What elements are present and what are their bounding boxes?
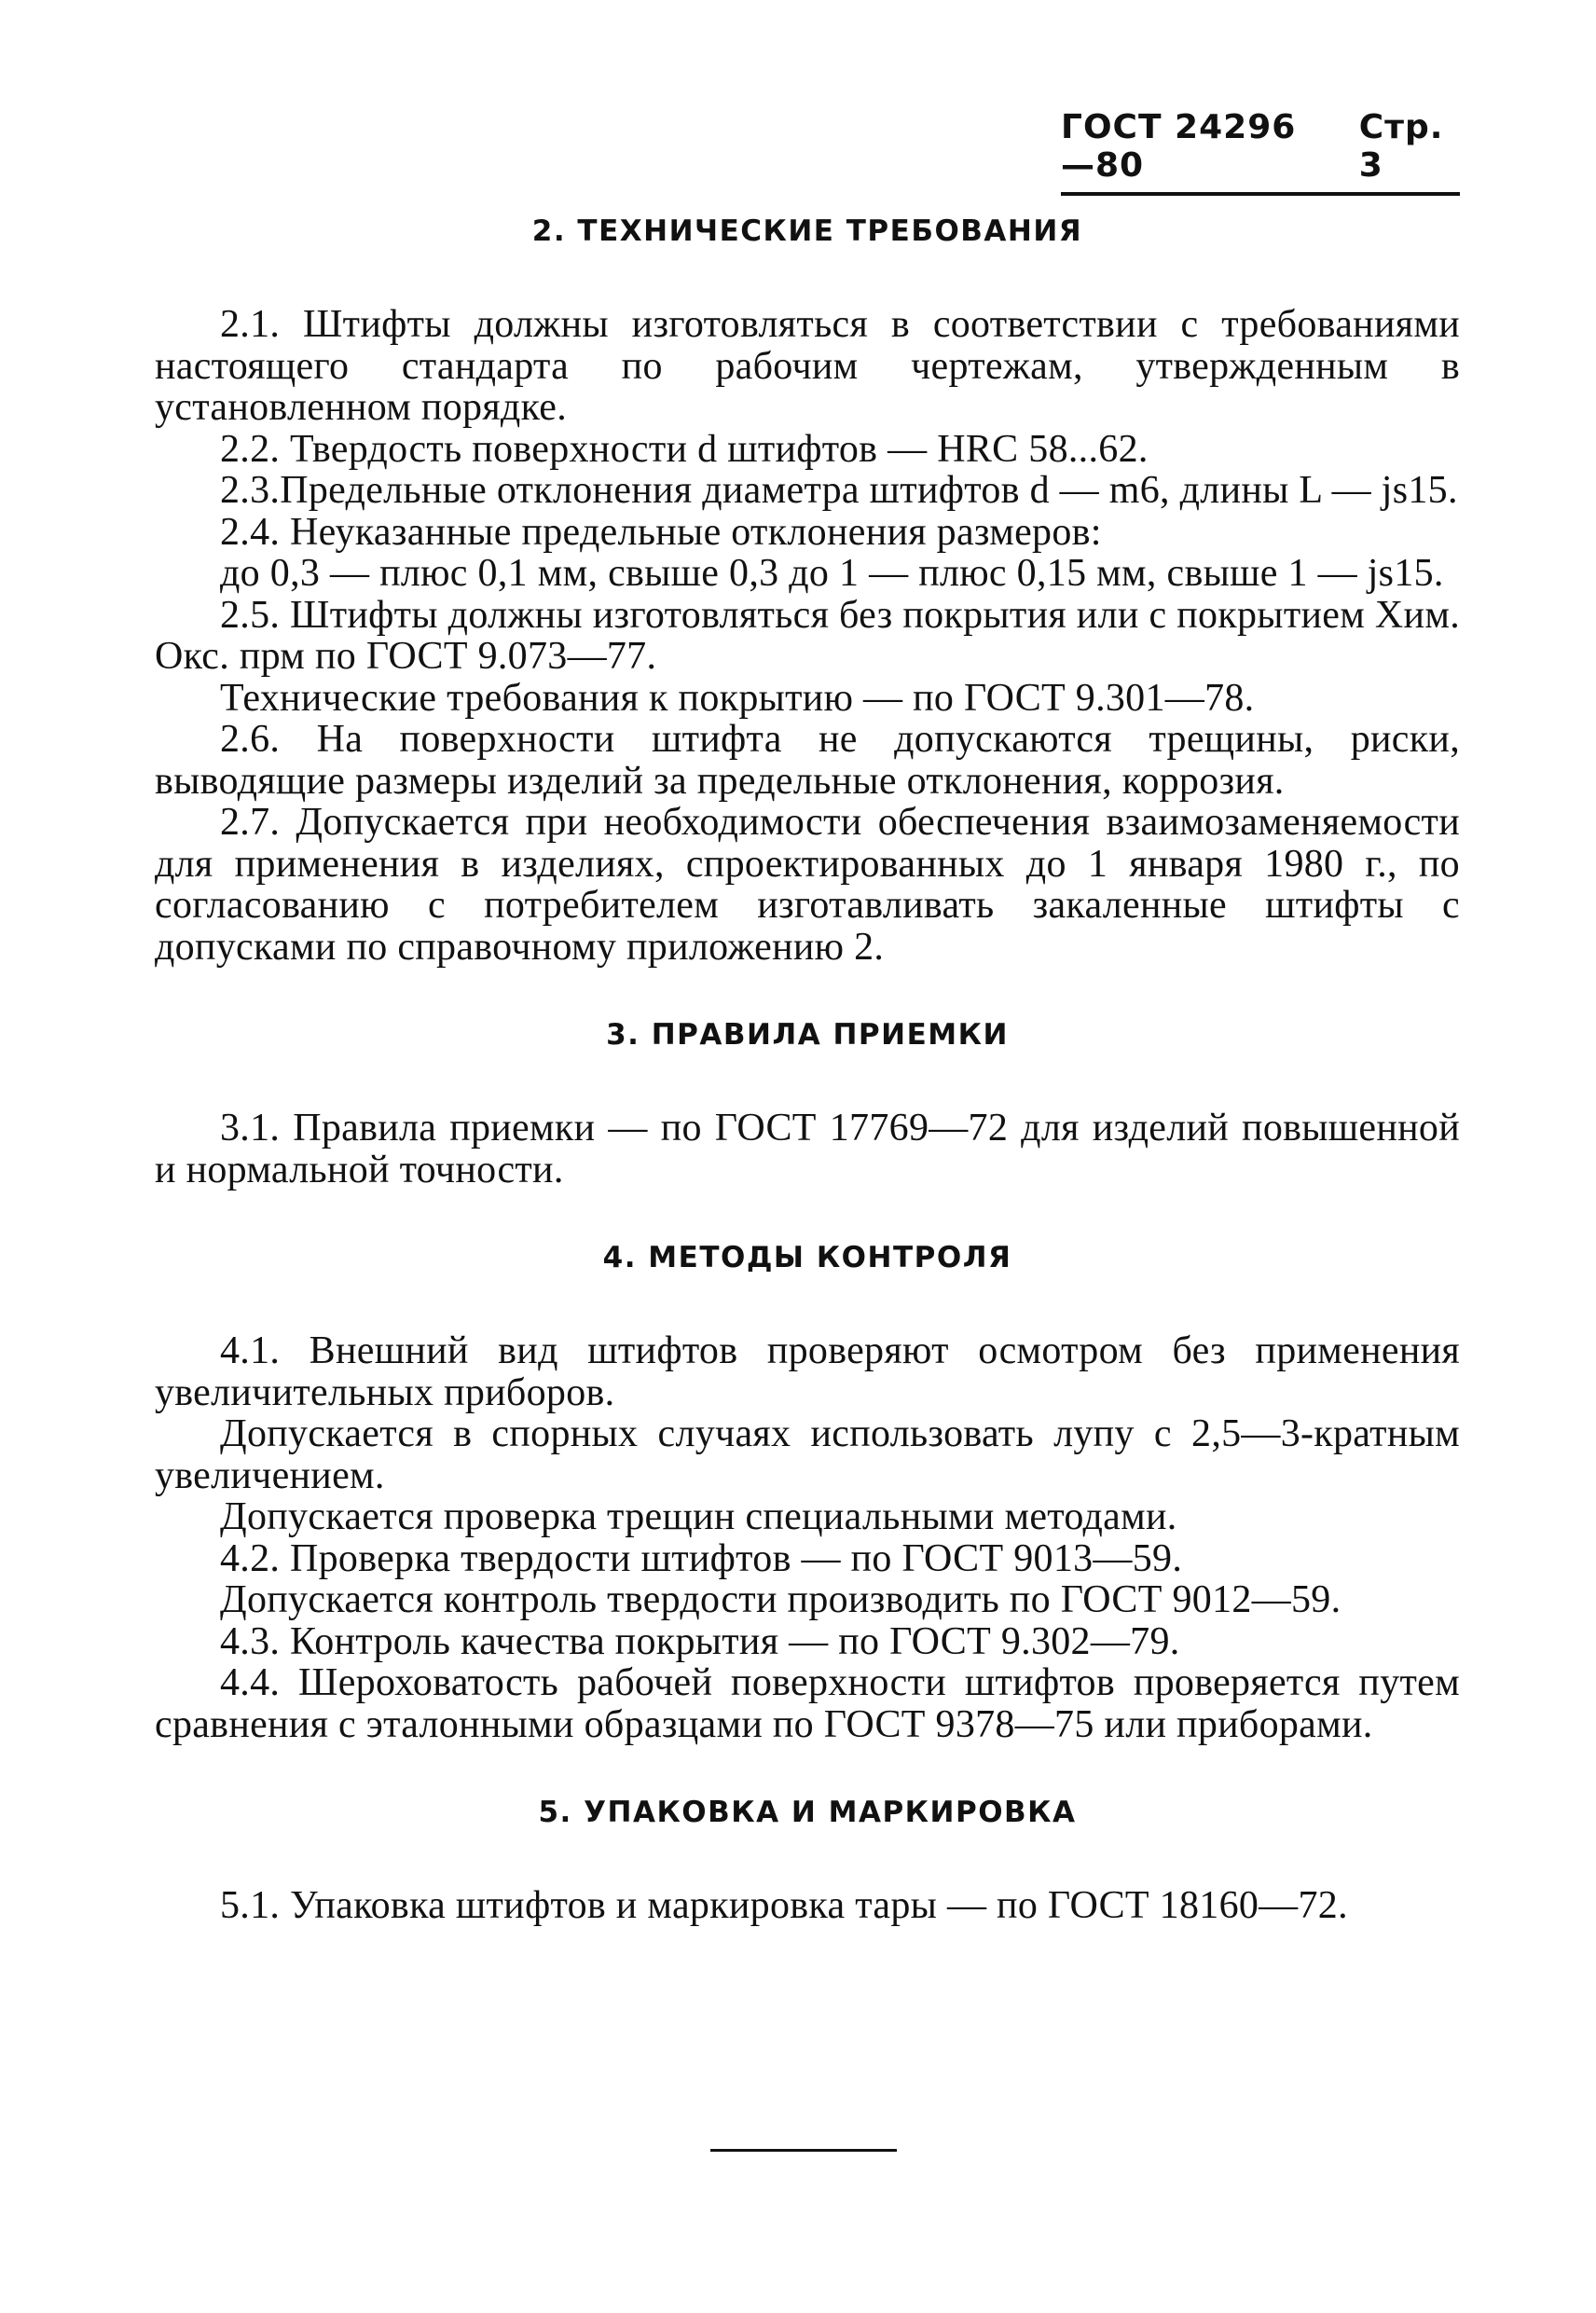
section-title: 2. ТЕХНИЧЕСКИЕ ТРЕБОВАНИЯ [531, 214, 1083, 248]
paragraph: 2.4. Неуказанные предельные отклонения размеров: [220, 510, 1102, 554]
section-acceptance-rules [155, 1014, 1460, 1191]
paragraph: 5.1. Упаковка штифтов и маркировка тары — по ГОСТ 18160—72. [220, 1884, 1348, 1927]
paragraph: 4.3. Контроль качества покрытия — по ГОСТ 9.302—79. [220, 1619, 1180, 1663]
paragraph: 2.2. Твердость поверхности d штифтов — HRC 58...62. [220, 427, 1149, 471]
section-technical-requirements [155, 211, 1460, 968]
section-control-methods [155, 1237, 1460, 1745]
paragraph: Допускается проверка трещин специальными методами. [220, 1495, 1177, 1538]
paragraph: Технические требования к покрытию — по ГОСТ 9.301—78. [220, 676, 1255, 720]
document-number: ГОСТ 24296—80 [1061, 108, 1297, 185]
paragraph: 4.1. Внешний вид штифтов проверяют осмотром без применения увеличительных приборов. [155, 1329, 1460, 1414]
section-title: 4. МЕТОДЫ КОНТРОЛЯ [602, 1241, 1012, 1274]
page-number: Стр. 3 [1358, 108, 1444, 185]
paragraph: 4.2. Проверка твердости штифтов — по ГОСТ 9013—59. [220, 1536, 1183, 1580]
paragraph: 3.1. Правила приемки — по ГОСТ 17769—72 для изделий повышенной и нормальной точности. [155, 1107, 1460, 1191]
paragraph: Допускается в спорных случаях использовать лупу с 2,5—3-кратным увеличением. [155, 1412, 1460, 1497]
section-title: 3. ПРАВИЛА ПРИЕМКИ [606, 1018, 1009, 1052]
paragraph: 2.7. Допускается при необходимости обеспечения взаимозаменяемости для применения в изделиях, спроектированных до 1 января 1980 г., по согласованию с потребителем изготавливать закаленные штифты с допусками по справочному приложению 2. [155, 801, 1460, 969]
page-header [1061, 108, 1460, 196]
section-packing-marking [155, 1792, 1460, 1927]
end-divider [710, 2149, 897, 2152]
document-body [155, 211, 1460, 1927]
section-title: 5. УПАКОВКА И МАРКИРОВКА [538, 1796, 1077, 1829]
paragraph: 2.1. Штифты должны изготовляться в соответствии с требованиями настоящего стандарта по рабочим чертежам, утвержденным в установленном порядке. [155, 303, 1460, 429]
paragraph: 4.4. Шероховатость рабочей поверхности штифтов проверяется путем сравнения с эталонными образцами по ГОСТ 9378—75 или приборами. [155, 1661, 1460, 1746]
paragraph: 2.3.Предельные отклонения диаметра штифтов d — m6, длины L — js15. [220, 469, 1458, 512]
paragraph: Допускается контроль твердости производить по ГОСТ 9012—59. [220, 1578, 1341, 1621]
paragraph: до 0,3 — плюс 0,1 мм, свыше 0,3 до 1 — плюс 0,15 мм, свыше 1 — js15. [220, 552, 1444, 595]
paragraph: 2.5. Штифты должны изготовляться без покрытия или с покрытием Хим. Окс. прм по ГОСТ 9.073—77. [155, 593, 1460, 678]
paragraph: 2.6. На поверхности штифта не допускаются трещины, риски, выводящие размеры изделий за предельные отклонения, коррозия. [155, 718, 1460, 803]
